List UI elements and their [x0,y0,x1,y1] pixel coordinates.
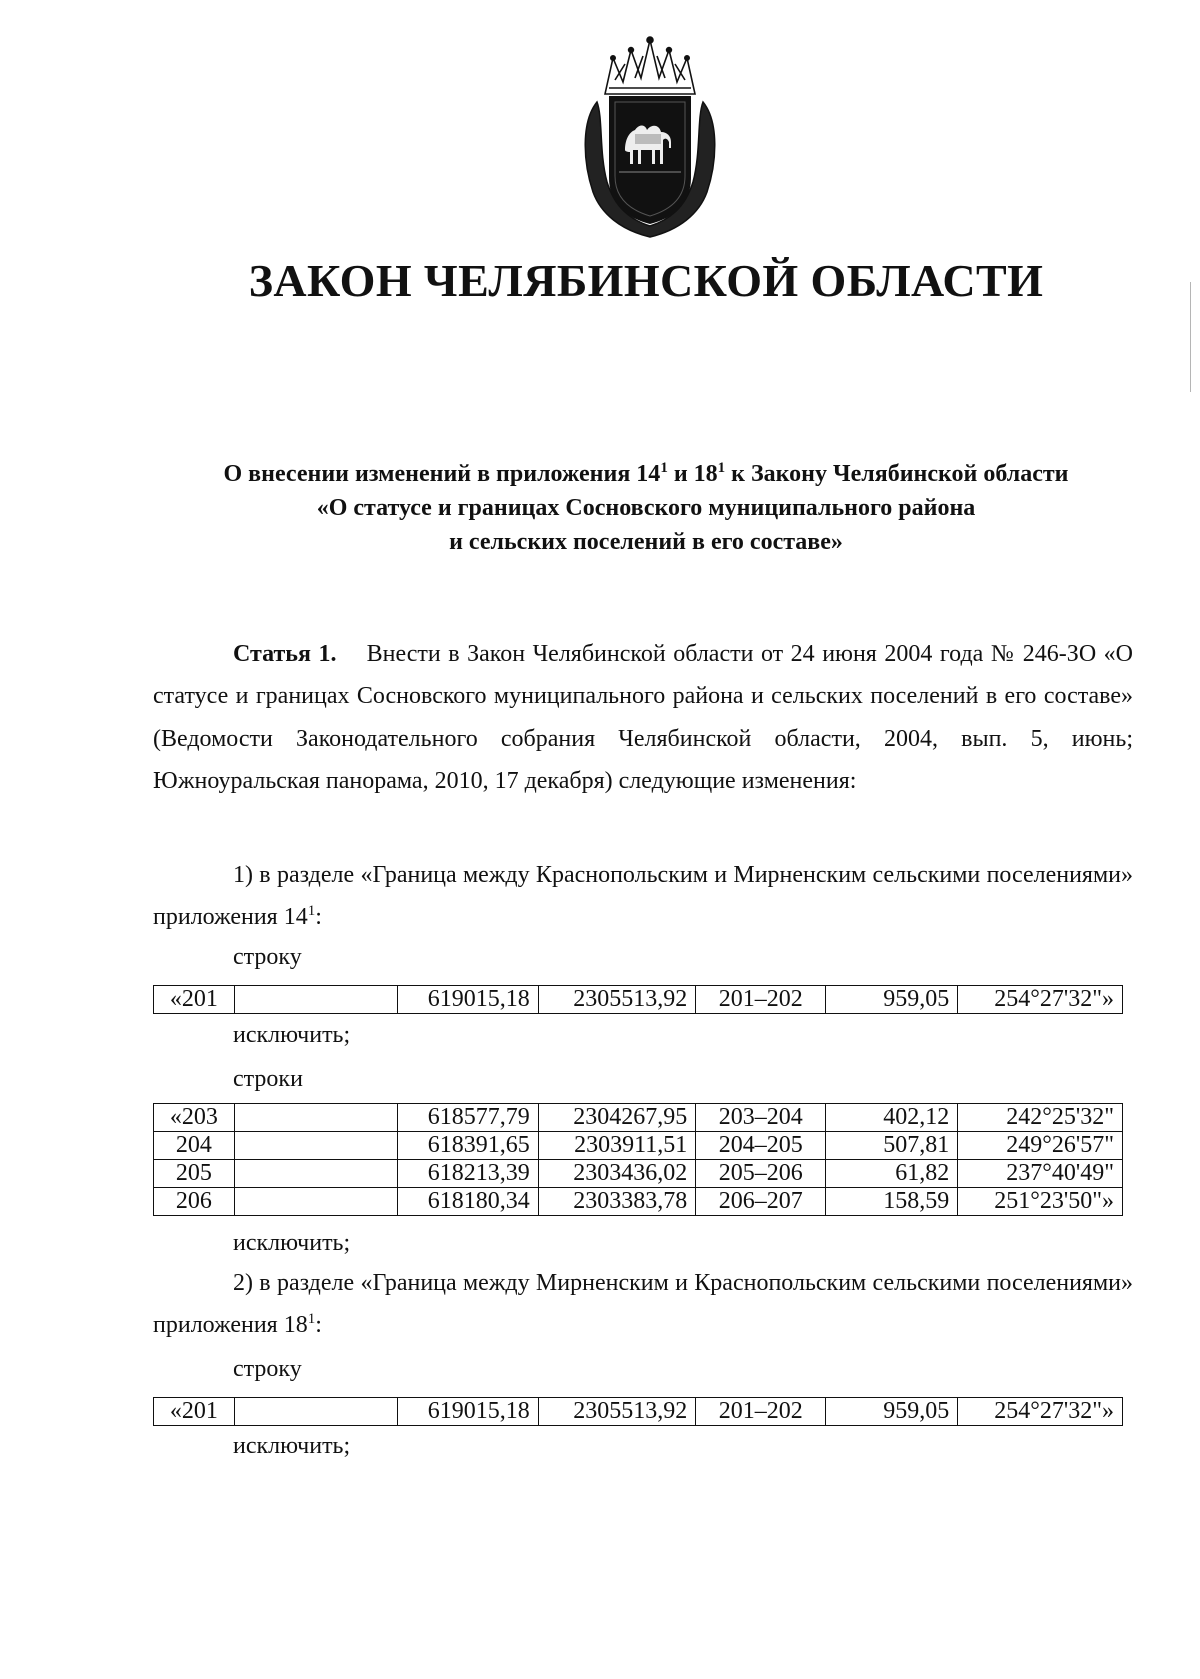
table-row [154,1188,1123,1216]
table-cell: 206 [154,1188,235,1216]
subtitle-line-3: и сельских поселений в его составе» [449,529,843,555]
table-cell: 2305513,92 [538,986,696,1014]
label-exclude: исключить; [233,1022,351,1048]
table-cell: 201–202 [696,986,826,1014]
table-cell: 61,82 [826,1160,958,1188]
article-label: Статья 1. [233,641,337,667]
table-cell: 254°27'32"» [958,986,1123,1014]
table-cell: 242°25'32" [958,1104,1123,1132]
coordinates-table-1 [153,985,1123,1014]
table-cell: 206–207 [696,1188,826,1216]
label-exclude: исключить; [233,1230,351,1256]
item-2-colon: : [315,1312,322,1339]
table-cell: 205 [154,1160,235,1188]
superscript: 1 [717,460,726,476]
table-cell: 2303383,78 [538,1188,696,1216]
item-2-text: 2) в разделе «Граница между Мирненским и Краснопольским сельскими поселениями» приложения 18 [153,1270,1133,1339]
item-2-paragraph [153,1262,1133,1347]
subtitle-line-2: «О статусе и границах Сосновского муниципального района [316,495,976,521]
item-1-paragraph [153,854,1133,939]
table-cell: 619015,18 [397,1398,538,1426]
superscript: 1 [660,460,668,476]
table-cell: 158,59 [826,1188,958,1216]
table-cell: 204 [154,1132,235,1160]
table-cell: 254°27'32"» [958,1398,1123,1426]
table-row [154,1160,1123,1188]
table-cell: 2303436,02 [538,1160,696,1188]
table-cell: 618391,65 [397,1132,538,1160]
table-row [154,986,1123,1014]
table-cell: 2303911,51 [538,1132,696,1160]
label-exclude: исключить; [233,1433,351,1459]
table-cell [234,1160,397,1188]
document-subtitle [140,457,1152,559]
subtitle-line-1 [140,457,1152,491]
item-1-colon: : [315,904,322,931]
label-row-single: строку [233,944,302,970]
coordinates-table-3 [153,1397,1123,1426]
table-cell: 507,81 [826,1132,958,1160]
item-1-text: 1) в разделе «Граница между Краснопольским и Мирненским сельскими поселениями» приложения 14 [153,862,1133,931]
subtitle-text: О внесении изменений в приложения 14 [223,461,661,487]
table-cell: 201–202 [696,1398,826,1426]
table-cell: 619015,18 [397,986,538,1014]
table-row [154,1398,1123,1426]
superscript: 1 [307,903,316,920]
table-cell: «201 [154,986,235,1014]
table-cell: 203–204 [696,1104,826,1132]
article-text: Внести в Закон Челябинской области от 24 июня 2004 года № 246-ЗО «О статусе и границах Сосновского муниципального района и сельских поселений в его составе» (Ведомости Законодательного собрания Челябинской области, 2004, вып. 5, июнь; Южноуральская панорама, 2010, 17 декабря) следующие изменения: [153,641,1134,795]
table-cell [234,1188,397,1216]
table-cell: 249°26'57" [958,1132,1123,1160]
table-cell: 2304267,95 [538,1104,696,1132]
label-row-single: строку [233,1356,302,1382]
table-cell: «203 [154,1104,235,1132]
subtitle-text: и 18 [667,461,718,487]
document-title: ЗАКОН ЧЕЛЯБИНСКОЙ ОБЛАСТИ [248,255,1044,306]
subtitle-text: к Закону Челябинской области [725,461,1069,487]
table-cell [234,986,397,1014]
article-1-paragraph [153,633,1133,803]
table-cell: 618213,39 [397,1160,538,1188]
table-cell: 251°23'50"» [958,1188,1123,1216]
table-cell: 959,05 [826,986,958,1014]
table-cell: 204–205 [696,1132,826,1160]
table-cell: 402,12 [826,1104,958,1132]
coordinates-table-2 [153,1103,1123,1216]
table-cell [234,1398,397,1426]
table-cell: 205–206 [696,1160,826,1188]
superscript: 1 [307,1311,316,1328]
table-cell: 2305513,92 [538,1398,696,1426]
table-row [154,1132,1123,1160]
table-cell: 618577,79 [397,1104,538,1132]
table-cell [234,1104,397,1132]
label-rows-plural: строки [233,1066,303,1092]
table-cell: 237°40'49" [958,1160,1123,1188]
table-row [154,1104,1123,1132]
coat-of-arms-emblem [575,32,725,242]
table-cell: 618180,34 [397,1188,538,1216]
table-cell: 959,05 [826,1398,958,1426]
table-cell: «201 [154,1398,235,1426]
table-cell [234,1132,397,1160]
